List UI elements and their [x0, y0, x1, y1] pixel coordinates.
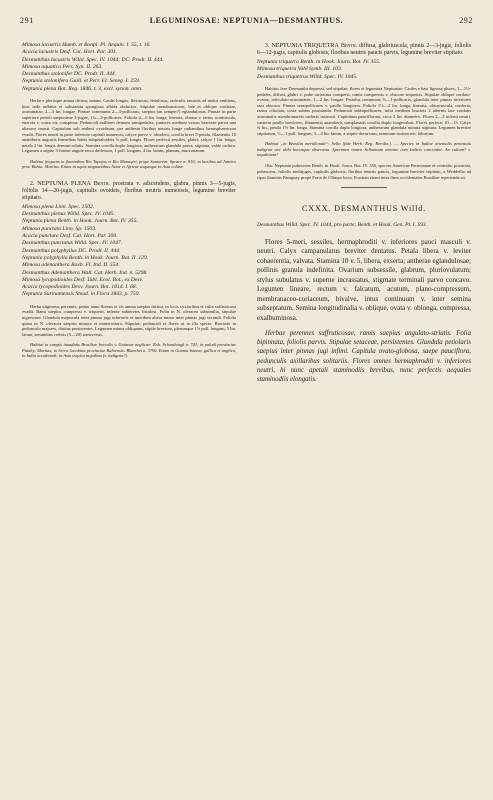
- synonym: Neptunia polyphylla Benth. in Hook. Journ. Bot. II. 129.: [22, 254, 149, 261]
- synonym: Mimosa punctata Linn. Sp. 1503.: [22, 225, 97, 232]
- synonym: Neptunia plena Benth. in Hook. Journ. Bot. IV. 355.: [22, 218, 138, 225]
- habitat-note: Habitat in campis inundatis Brasiliae borealis v. Guianae anglicae: Rob. Schomburgk n. 741; in paludi provinciae Piauhy; Martius; in Serra Jacobina provinciae Bahiensis: Blanchet n. 3790. Etiam in Guiana batava, gallica et anglica, in India occidentali; in Asia tropica inquilina (v. indigena?).: [22, 342, 236, 358]
- synonym: Acacia punctata Desf. Cat. Hort. Par. 300.: [22, 233, 118, 240]
- left-column: [22, 42, 236, 362]
- synonym: Desmanthus plenus Willd. Spec. IV. 1045.: [22, 211, 115, 218]
- species-heading-2: [22, 180, 236, 202]
- synonym: Desmanthus triquetrus Willd. Spec. IV. 1045.: [257, 73, 358, 80]
- species-description: Habitus fere Desmanthi depressi, sed stipulae, flores et legumina Neptuniae. Caules e basi lignosa plures, 1—1½-pedales, diffusi, glabri v. pube rarissima conspersi, ramis compressis v. obscure triquetris. Stipulae oblique cordato-ovatae, reticulato-acuminatae, 1—2 lin. longae. Petiolus communis ½—1-pollicaris, glandula inter pinnas inferiores rara obscura. Pinnae semipollicares v. paullo longiores. Foliola 1½—2 lin. longa, linearia, obtusiuscula, conferta, rarius ciliolata, costa subtus prominula. Pedunculi subbipollicares, infra medium bracteis 2 alternis late cordatis acuminatis membranaceis caducis instructi. Capitulum pauciflorum, circa 3 lin. diametro. Flores 2—3 inferni neutri, casterin paullo breviores, filamentis anantheris complanatis corolla duplo longioribus. Flores perfecti 10—15. Calyx ¾ lin., petala 1½ lin. longa. Stamina corolla duplo longiora, antherarum glandula minuta stipitata. Legumen breviter stipitatum, ½—1 poll. longum, 3—4 lin. latum, a stipite decurvum, seminum rostum nec falcatum.: [257, 86, 471, 136]
- synonym: Desmanthus polyphyllus DC. Prodr. II. 444.: [22, 247, 121, 254]
- species-name: NEPTUNIA TRIQUETRA: [271, 42, 339, 49]
- synonym: Mimosa lacustris Humb. et Bonpl. Pl. Aequin. I. 55, t. 16.: [22, 42, 151, 48]
- synonym: Mimosa triquetra Vahl Symb. III. 103.: [257, 66, 343, 73]
- synonym: Acacia lacustris Desf. Cat. Hort. Par. 301.: [22, 49, 118, 56]
- synonymy-list-2: [22, 204, 236, 299]
- species-author: Benth.: [340, 42, 358, 49]
- synonym: Neptunia triquetra Benth. in Hook. Journ. Bot. IV. 355.: [257, 59, 381, 66]
- genus-description: Flores 5-meri, sessiles, hermaphroditi v. inferiores pauci masculi v. neutri. Calyx campanulatus breviter dentatus. Petala libera v. leviter cohaerentia, valvata. Stamina 10 v. 5, libera, exserta; antherae eglandulosae; pollinis granula indefinita. Ovarium subsessile, glabrum, pluriovulatum; stylus subulatus v. superne incrassatus, stigmate terminali parvo concavo. Legumen lineare, rectum v. falcatum, acutum, plano-compressum, membranaceo-coriaceum, bivalve, intus continuum v. inter semina subseptatum. Semina longitudinalia v. oblique, ovata v. oblonga, compressa, exalbuminosa.: [257, 237, 471, 322]
- section-divider: [341, 187, 387, 188]
- synonym: Desmanthus Adenanthera Wall. Cat. Herb. Ind. n. 5298.: [22, 269, 148, 276]
- right-column: [257, 42, 471, 384]
- species-diagnosis: prostrata v. adscendens, glabra, pinnis 3—5-jugis, foliolis 14—20-jugis, capitulis ovoideis, floribus neutris numerosis, legumine breviter stipitato.: [22, 180, 237, 201]
- species-author: Benth.: [93, 179, 111, 187]
- genus-title: CXXX. DESMANTHUS Willd.: [302, 204, 426, 214]
- page-number-left: 291: [20, 16, 34, 25]
- species-number: 3.: [265, 43, 270, 49]
- running-title: LEGUMINOSAE: NEPTUNIA—DESMANTHUS.: [149, 16, 344, 25]
- synonym: Mimosa plena Linn. Spec. 1502.: [22, 203, 95, 210]
- species-description: Herba uliginosa, perennis, primo anno florens et sic annua saepius dicitur, in locis siccioribus et culta suffruticosa evadit. Rami saepius compressi v. triquetri, inferne subteretes fistulosi. Folia in N. oleracea subsimilia, stipulae nigrescunt. Glandula majuscula inter pinnas jugi inferioris et interdum altera minor inter pinnas jugi secundi. Foliola quam in N. oleracea saepius minora et numerosiora. Stipulae, pedunculi et flores ut in illa specie. Bracteae in pedunculo majores, diutius persistentes. Legumen minus obliquum, stipite breviore, plerumque 1½ poll. longum, 5 lin. latum, seminibus crebris (5—20) transversis.: [22, 303, 236, 337]
- synonym: Mimosa lycopodioides Desf. Tabl. Ecol. Bot., ex Desv.: [22, 276, 144, 283]
- synonym: Acacia lycopodioides Desv. Journ. Bot. 1814. I. 68.: [22, 284, 138, 291]
- synonym: Mimosa adenanthera Roxb. Fl. Ind. II. 554.: [22, 262, 120, 269]
- synonym: Neptunia Surinamensis Steud. in Flora 1843. p. 759.: [22, 291, 140, 298]
- species-name: NEPTUNIA PLENA: [37, 179, 91, 187]
- habitat-note: Habitat frequens in fluminibus Rio Tapajos et Rio Manaqiri, prope Santarem: Spruce n. 816; in lacubus ad Janeiro prov. Bahia: Martius. Etiam in aquis stagnantibus Asiae et Africae usquaque in Asia colitur.: [22, 159, 236, 170]
- species-description: Herba e plerisque annua dicitur, natans. Caulis longus, flexuosus, fistulosus, radiculis ramosis ad nodos emittens, hinc inde inflatus et substantia spongiosa albida obductus. Stipulae membranaceae, late et oblique cordatae, acuminatae, 2—3 lin. longae. Pinnae communis 2—3-pollicaris, saepius (an semper?) eglandulosus. Pinnae in parte superiore petioli saepissime 3-jugae, 1¼—2-pollicares. Foliola 4—6 lin. longa, linearia, obtusa v. rarius acutiuscula, enervia v. costa vix conspicua. Pedunculi axillares demum semipedales, juniores medium versus bracteae parva una alterave onusti. Capitulum sub anthesi ovoideum, per anthesin floribus neutris longe radiantibus hemisphaericum evadit. Flores neutri in parte inferiore capituli numerosi, calyce parvo v. obsoleto, corolla brevi 5-petala, filamentis 10 anantheris angustis linearibus luteis subpetaloideis ¾ poll. longis. Flores perfecti sessiles, glabri, calyce 1 lin. longo, petala 2 lin. longis demum solutis. Stamina corolla duplo longiora; antherarum glandula parva, stipitata, valde caduca. Legumen a stipite 3-lineari angule recto deflexum, 1 poll. longum, 4 lin. latum, planum, mucronatum.: [22, 98, 236, 154]
- habitat-note: Habitat „in Brasilia meridionali“: Sello (fide Herb. Reg. Berolin.). — Species in Indiae orientalis peninsula indigena nec alibi hucusque observata. Specimen tamen Selloanum omnino cum Indicis concordat. An cultum? v. inquilinum?: [257, 141, 471, 158]
- synonymy-list-1: [22, 42, 236, 93]
- running-header: [20, 16, 473, 30]
- synonym: Mimosa aquatica Pers. Syn. II. 263.: [22, 63, 103, 70]
- species-heading-3: [257, 42, 471, 57]
- synonym: Desmanthus lacustris Willd. Spec. IV. 1044; DC. Prodr. II. 444.: [22, 56, 164, 63]
- synonymy-list-3: [257, 59, 471, 81]
- synonym: Desmanthus stolonifer DC. Prodr. II. 444.: [22, 71, 117, 78]
- synonym: Neptunia stolonifera Guill. et Perr. Fl. Seneg. I. 259.: [22, 78, 141, 85]
- species-number: 2.: [30, 180, 35, 187]
- genus-habit-description: Herbae perennes suffruticosae, ramis saepius angulato-striatis. Folia bipinnata, foliolis parvis. Stipulae setaceae, persistentes. Glandula petiolaris saepius inter pinnas jugi infimi. Capitula ovato-globosa, saepe pauciflora, pedunculis axillaribus solitariis. Flores omnes hermaphroditi v. inferiores neutri, hi nunc apetali staminodiis brevibus, nunc perfectis aequales staminodiis elongatis.: [257, 330, 471, 384]
- page-number-right: 292: [459, 16, 473, 25]
- synonym: Desmanthus punctatus Willd. Spec. IV. 1047.: [22, 240, 123, 247]
- genus-reference: Desmanthus Willd. Spec. IV. 1044, pro parte; Benth. et Hook. Gen. Pl. I. 593.: [257, 221, 428, 228]
- observation-note: Obs. Neptunia pubescens Benth. in Hook. Journ. Bot. IV. 356, species Americae Peruvianae et centralis: prostrata, pubescens, foliolis multijugis, capitulis globosis, floribus neutris paucis, legumine breviter stipitato, a Weddellio ad ripas fluminis Paraguay prope Forte de Olimpo lecta. Forsitan etiam intra fines occidentales Brasiliae reperienda sit.: [257, 163, 471, 180]
- synonym: Neptunia plena Bot. Reg. 1846. t. 3, excl. synon. omn.: [22, 85, 143, 92]
- species-diagnosis: diffusa, glabriuscula, pinnis 2—3-jugis, foliolis 6—12-jugis, capitulis globosis, floribus neutris paucis parvis, legumine breviter stipitato.: [257, 43, 472, 57]
